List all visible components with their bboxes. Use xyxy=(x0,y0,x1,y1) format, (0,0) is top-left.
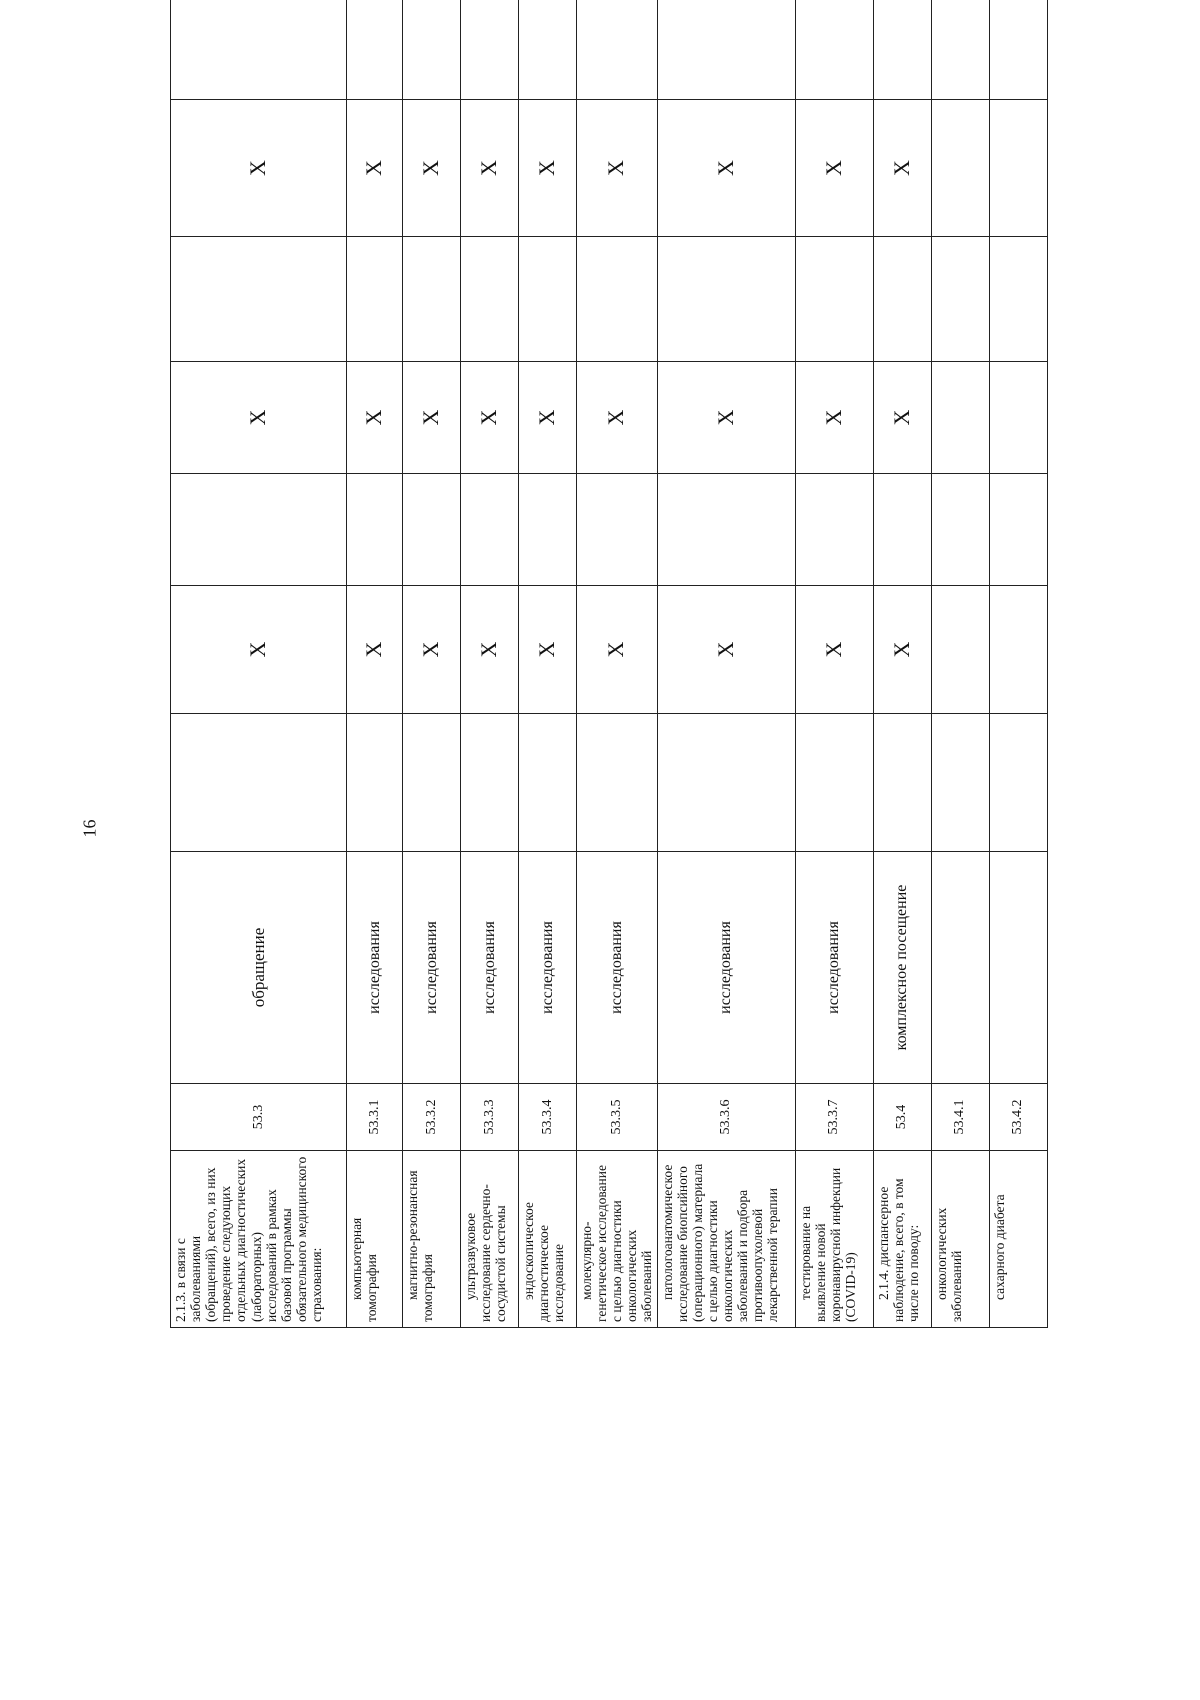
row-name xyxy=(347,1151,403,1328)
table-row xyxy=(171,0,347,1328)
cell-col6 xyxy=(461,474,519,586)
cell-col7: X xyxy=(461,362,519,474)
row-code: 53.4.1 xyxy=(931,1084,989,1151)
cell-col9: X xyxy=(873,100,931,237)
cell-col8 xyxy=(171,237,347,362)
cell-col5: X xyxy=(171,586,347,714)
row-name xyxy=(519,1151,577,1328)
row-code: 53.3.2 xyxy=(403,1084,461,1151)
row-name-text: патологоанатомическое исследование биопсийного (операционного) материала с целью диагностики онкологических заболеваний и подбора противоопухолевой лекарственной терапии xyxy=(659,1163,781,1322)
cell-col9: X xyxy=(461,100,519,237)
cell-col10 xyxy=(989,0,1047,100)
cell-col4 xyxy=(171,714,347,852)
table-row xyxy=(931,0,989,1328)
table-row xyxy=(577,0,658,1328)
cell-col4 xyxy=(519,714,577,852)
row-name xyxy=(931,1151,989,1328)
row-code: 53.3 xyxy=(171,1084,347,1151)
cell-col10 xyxy=(577,0,658,100)
cell-col6 xyxy=(577,474,658,586)
cell-col10 xyxy=(873,0,931,100)
row-name-text: молекулярно-генетическое исследование с целью диагностики онкологических заболеваний xyxy=(579,1165,655,1322)
row-name-text: компьютерная томография xyxy=(349,1217,380,1322)
table-row xyxy=(461,0,519,1328)
cell-col7: X xyxy=(657,362,795,474)
cell-col8 xyxy=(403,237,461,362)
row-unit xyxy=(931,852,989,1084)
row-code: 53.3.7 xyxy=(795,1084,873,1151)
cell-col6 xyxy=(403,474,461,586)
cell-col5: X xyxy=(657,586,795,714)
cell-col9: X xyxy=(519,100,577,237)
row-name-text: магнитно-резонансная томография xyxy=(405,1170,436,1322)
row-name xyxy=(461,1151,519,1328)
cell-col6 xyxy=(171,474,347,586)
cell-col7: X xyxy=(347,362,403,474)
cell-col4 xyxy=(795,714,873,852)
cell-col8 xyxy=(989,237,1047,362)
cell-col5: X xyxy=(403,586,461,714)
cell-col7 xyxy=(931,362,989,474)
cell-col4 xyxy=(403,714,461,852)
cell-col5 xyxy=(931,586,989,714)
cell-col4 xyxy=(873,714,931,852)
cell-col6 xyxy=(519,474,577,586)
cell-col7: X xyxy=(171,362,347,474)
row-name-text: эндоскопическое диагностическое исследование xyxy=(521,1202,567,1322)
row-unit: исследования xyxy=(577,852,658,1084)
row-unit: исследования xyxy=(519,852,577,1084)
table-row xyxy=(989,0,1047,1328)
cell-col6 xyxy=(795,474,873,586)
cell-col9: X xyxy=(577,100,658,237)
cell-col5: X xyxy=(873,586,931,714)
cell-col6 xyxy=(347,474,403,586)
cell-col10 xyxy=(931,0,989,100)
table-row xyxy=(873,0,931,1328)
cell-col4 xyxy=(347,714,403,852)
cell-col8 xyxy=(873,237,931,362)
cell-col8 xyxy=(577,237,658,362)
cell-col7: X xyxy=(577,362,658,474)
cell-col4 xyxy=(931,714,989,852)
cell-col10 xyxy=(519,0,577,100)
row-code: 53.3.1 xyxy=(347,1084,403,1151)
cell-col9: X xyxy=(795,100,873,237)
row-code: 53.3.5 xyxy=(577,1084,658,1151)
data-table xyxy=(170,0,1048,1328)
cell-col7: X xyxy=(519,362,577,474)
row-code: 53.4.2 xyxy=(989,1084,1047,1151)
cell-col10 xyxy=(461,0,519,100)
cell-col5 xyxy=(989,586,1047,714)
table-body xyxy=(171,0,1048,1328)
table-row xyxy=(519,0,577,1328)
row-name xyxy=(577,1151,658,1328)
row-name xyxy=(403,1151,461,1328)
cell-col9 xyxy=(989,100,1047,237)
cell-col10 xyxy=(403,0,461,100)
row-code: 53.3.6 xyxy=(657,1084,795,1151)
row-unit: исследования xyxy=(795,852,873,1084)
row-name: 2.1.3. в связи с заболеваниями (обращений), всего, из них проведение следующих отдельных диагностических (лабораторных) исследований в рамках базовой программы обязательного медицинского страхования: xyxy=(171,1151,347,1328)
cell-col6 xyxy=(931,474,989,586)
row-code: 53.4 xyxy=(873,1084,931,1151)
row-unit: комплексное посещение xyxy=(873,852,931,1084)
cell-col9: X xyxy=(403,100,461,237)
cell-col9: X xyxy=(347,100,403,237)
row-name-text: сахарного диабета xyxy=(991,1194,1007,1300)
cell-col9: X xyxy=(171,100,347,237)
rotated-table-wrapper xyxy=(170,38,1048,1328)
row-name-text: ультразвуковое исследование сердечно-сосудистой системы xyxy=(463,1184,509,1322)
cell-col5: X xyxy=(347,586,403,714)
row-name xyxy=(989,1151,1047,1328)
cell-col5: X xyxy=(795,586,873,714)
row-unit xyxy=(989,852,1047,1084)
row-name-text: онкологических заболеваний xyxy=(933,1207,964,1322)
cell-col8 xyxy=(795,237,873,362)
cell-col10 xyxy=(657,0,795,100)
cell-col10 xyxy=(347,0,403,100)
row-name-text: тестирование на выявление новой коронавирусной инфекции (COVID-19) xyxy=(797,1167,858,1322)
cell-col5: X xyxy=(461,586,519,714)
table-row xyxy=(657,0,795,1328)
cell-col4 xyxy=(657,714,795,852)
page-number: 16 xyxy=(79,819,100,838)
cell-col8 xyxy=(657,237,795,362)
cell-col8 xyxy=(347,237,403,362)
cell-col4 xyxy=(989,714,1047,852)
table-row xyxy=(795,0,873,1328)
row-unit: исследования xyxy=(461,852,519,1084)
row-name xyxy=(795,1151,873,1328)
row-name xyxy=(873,1151,931,1328)
row-unit: исследования xyxy=(657,852,795,1084)
cell-col6 xyxy=(873,474,931,586)
cell-col6 xyxy=(989,474,1047,586)
row-unit: исследования xyxy=(403,852,461,1084)
row-name-text: 2.1.4. диспансерное наблюдение, всего, в том числе по поводу: xyxy=(875,1178,921,1322)
row-unit: исследования xyxy=(347,852,403,1084)
cell-col7: X xyxy=(403,362,461,474)
cell-col7 xyxy=(989,362,1047,474)
row-code: 53.3.4 xyxy=(519,1084,577,1151)
cell-col9: X xyxy=(657,100,795,237)
cell-col4 xyxy=(577,714,658,852)
cell-col4 xyxy=(461,714,519,852)
cell-col8 xyxy=(931,237,989,362)
cell-col10 xyxy=(171,0,347,100)
cell-col10 xyxy=(795,0,873,100)
cell-col5: X xyxy=(519,586,577,714)
cell-col7: X xyxy=(795,362,873,474)
cell-col7: X xyxy=(873,362,931,474)
row-name xyxy=(657,1151,795,1328)
cell-col6 xyxy=(657,474,795,586)
cell-col5: X xyxy=(577,586,658,714)
cell-col9 xyxy=(931,100,989,237)
row-code: 53.3.3 xyxy=(461,1084,519,1151)
row-unit: обращение xyxy=(171,852,347,1084)
cell-col8 xyxy=(461,237,519,362)
cell-col8 xyxy=(519,237,577,362)
table-row xyxy=(403,0,461,1328)
table-row xyxy=(347,0,403,1328)
